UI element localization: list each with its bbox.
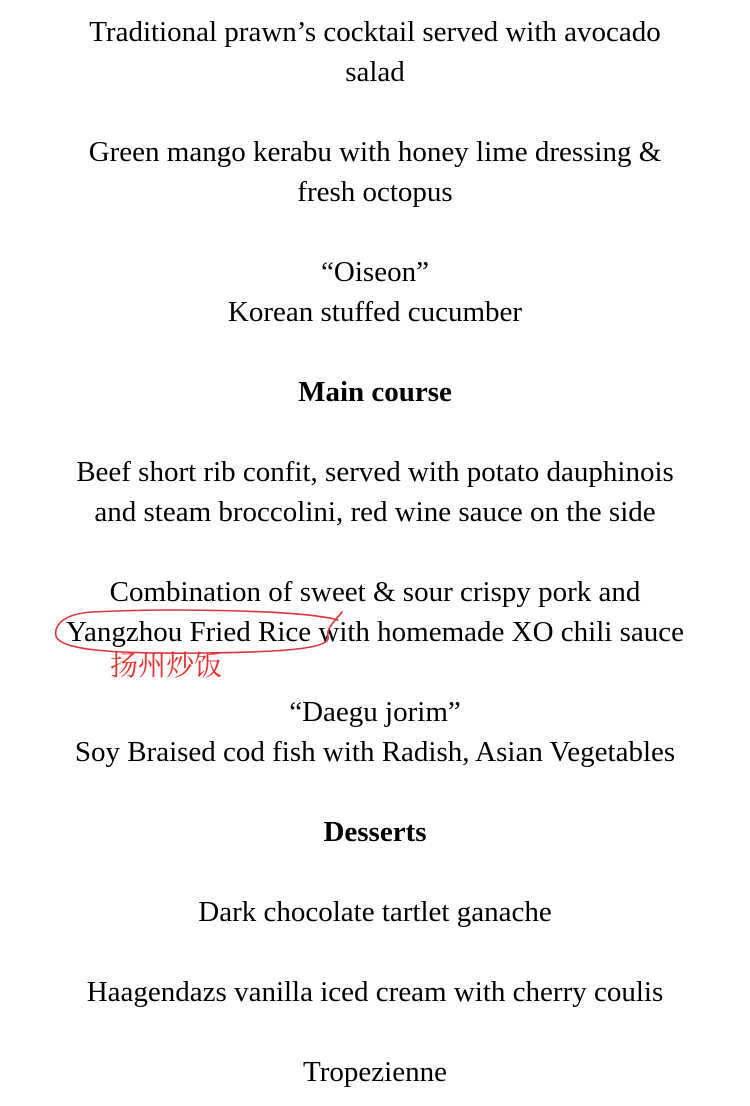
spacer (0, 772, 750, 812)
main-2-line-1: Combination of sweet & sour crispy pork and (109, 576, 641, 608)
menu (0, 12, 750, 1092)
spacer (0, 332, 750, 372)
spacer (0, 412, 750, 452)
starter-1-line-1: Traditional prawn’s cocktail served with avocado (89, 16, 661, 48)
starter-2-line-1: Green mango kerabu with honey lime dressing & (88, 136, 662, 168)
dessert-2: Haagendazs vanilla iced cream with cherry coulis (86, 976, 664, 1008)
spacer (0, 1012, 750, 1052)
spacer (0, 212, 750, 252)
chinese-annotation: 扬州炒饭 (110, 649, 223, 682)
spacer (0, 92, 750, 132)
desserts-heading: Desserts (323, 816, 427, 848)
highlighted-dish-text: Yangzhou Fried Rice (65, 616, 312, 648)
starter-2-line-2: fresh octopus (297, 176, 453, 208)
main-2-line-2-rest: with homemade XO chili sauce (311, 616, 684, 648)
spacer (0, 532, 750, 572)
main-3-line-1: “Daegu jorim” (289, 696, 461, 728)
starter-3-line-1: “Oiseon” (321, 256, 429, 288)
dessert-3: Tropezienne (303, 1056, 447, 1088)
main-1-line-2: and steam broccolini, red wine sauce on the side (94, 496, 656, 528)
spacer (0, 852, 750, 892)
main-1-line-1: Beef short rib confit, served with potato dauphinois (76, 456, 674, 488)
main-3-line-2: Soy Braised cod fish with Radish, Asian Vegetables (74, 736, 676, 768)
starter-3-line-2: Korean stuffed cucumber (227, 296, 523, 328)
dessert-1: Dark chocolate tartlet ganache (198, 896, 552, 928)
starter-1-line-2: salad (345, 56, 405, 88)
main-course-heading: Main course (298, 376, 452, 408)
spacer (0, 932, 750, 972)
